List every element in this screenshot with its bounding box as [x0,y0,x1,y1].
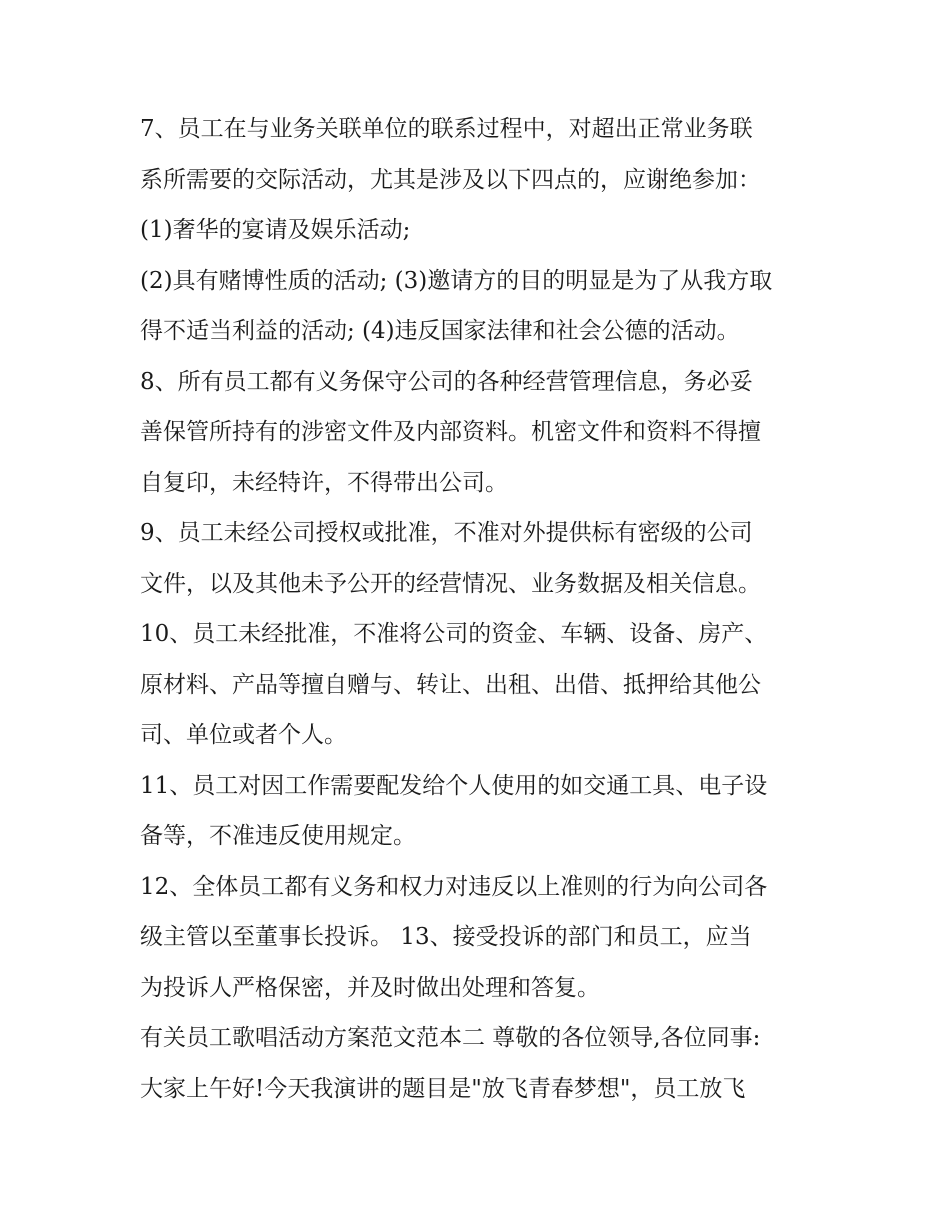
text-line: 有关员工歌唱活动方案范文范本二 尊敬的各位领导,各位同事: [140,1025,761,1051]
text-line: 原材料、产品等擅自赠与、转让、出租、出借、抵押给其他公 [140,671,761,698]
text-line: 7、员工在与业务关联单位的联系过程中，对超出正常业务联 [140,116,753,142]
text-line: 为投诉人严格保密，并及时做出处理和答复。 [140,974,600,1001]
text-line: 备等，不准违反使用规定。 [140,823,416,849]
text-line: (1)奢华的宴请及娱乐活动; [140,217,411,243]
text-line: 8、所有员工都有义务保守公司的各种经营管理信息，务必妥 [140,368,753,395]
text-line: 大家上午好!今天我演讲的题目是"放飞青春梦想"，员工放飞 [140,1075,746,1102]
text-line: 9、员工未经公司授权或批准，不准对外提供标有密级的公司 [140,520,753,546]
text-line: (2)具有赌博性质的活动; (3)邀请方的目的明显是为了从我方取 [140,267,773,294]
text-line: 得不适当利益的活动; (4)违反国家法律和社会公德的活动。 [140,318,740,344]
text-line: 自复印，未经特许，不得带出公司。 [140,469,508,496]
text-line: 文件，以及其他未予公开的经营情况、业务数据及相关信息。 [140,570,761,597]
text-line: 12、全体员工都有义务和权力对违反以上准则的行为向公司各 [140,873,768,900]
text-line: 司、单位或者个人。 [140,722,347,748]
text-line: 10、员工未经批准，不准将公司的资金、车辆、设备、房产、 [140,621,768,647]
document-body [140,104,830,1114]
text-line: 级主管以至董事长投诉。 13、接受投诉的部门和员工，应当 [140,924,752,950]
text-line: 11、员工对因工作需要配发给个人使用的如交通工具、电子设 [140,772,768,799]
text-line: 善保管所持有的涉密文件及内部资料。机密文件和资料不得擅 [140,419,761,445]
text-line: 系所需要的交际活动，尤其是涉及以下四点的，应谢绝参加： [140,166,761,193]
